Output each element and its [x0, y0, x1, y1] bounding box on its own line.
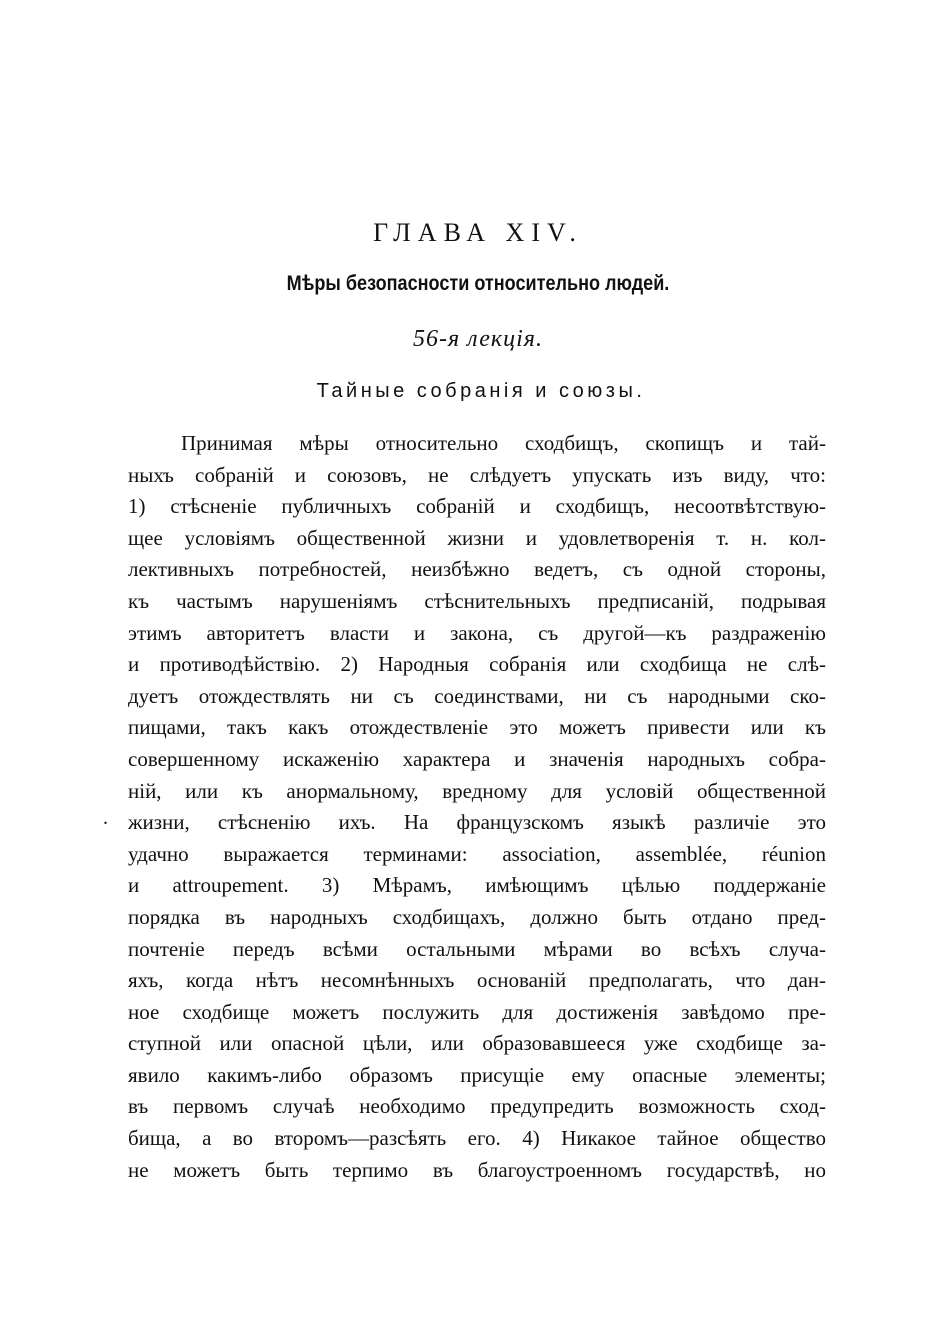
text-line: удачно выражается терминами: association, assemblée, réunion	[128, 841, 826, 866]
lecture-number: 56-я лекція.	[413, 326, 543, 352]
text-line: щее условіямъ общественной жизни и удовлетворенія т. н. кол-	[128, 525, 826, 550]
text-line: жизни, стѣсненію ихъ. На французскомъ языкѣ различіе это	[128, 810, 826, 835]
text-line: къ частымъ нарушеніямъ стѣснительныхъ предписаній, подрывая	[128, 588, 826, 613]
text-line: не можетъ быть терпимо въ благоустроенномъ государствѣ, но	[128, 1157, 826, 1182]
chapter-heading: ГЛАВА XIV.	[373, 218, 583, 247]
text-line: Принимая мѣры относительно сходбищъ, скопищъ и тай-	[181, 431, 826, 455]
text-line: явило какимъ-либо образомъ присущіе ему опасные элементы;	[128, 1062, 826, 1087]
text-line: 1) стѣсненіе публичныхъ собраній и сходбищъ, несоотвѣтствую-	[128, 494, 826, 519]
text-line: ное сходбище можетъ послужить для достиженія завѣдомо пре-	[128, 999, 826, 1024]
text-line: въ первомъ случаѣ необходимо предупредить возможность сход-	[128, 1094, 826, 1119]
text-line: порядка въ народныхъ сходбищахъ, должно быть отдано пред-	[128, 904, 826, 929]
text-line: и attroupement. 3) Мѣрамъ, имѣющимъ цѣлью поддержаніе	[128, 873, 826, 898]
margin-mark: .	[103, 807, 108, 829]
text-line: пищами, такъ какъ отождествленіе это можетъ привести или къ	[128, 715, 826, 740]
text-line: и противодѣйствію. 2) Народныя собранія или сходбища не слѣ-	[128, 652, 826, 677]
text-line: ній, или къ анормальному, вредному для условій общественной	[128, 778, 826, 803]
text-line: бища, а во второмъ—разсѣять его. 4) Никакое тайное общество	[128, 1126, 826, 1151]
text-line: дуетъ отождествлять ни съ соединствами, ни съ народными ско-	[128, 683, 826, 708]
text-line: совершенному искаженію характера и значенія народныхъ собра-	[128, 746, 826, 771]
section-title: Мѣры безопасности относительно людей.	[286, 272, 670, 295]
text-line: ныхъ собраній и союзовъ, не слѣдуетъ упускать изъ виду, что:	[128, 462, 826, 487]
lecture-subtitle: Тайные собранія и союзы.	[316, 380, 646, 402]
text-line: почтеніе передъ всѣми остальными мѣрами во всѣхъ случа-	[128, 936, 826, 961]
text-line: лективныхъ потребностей, неизбѣжно ведетъ, съ одной стороны,	[128, 557, 826, 582]
body-text	[128, 428, 826, 1186]
text-line: ступной или опасной цѣли, или образовавшееся уже сходбище за-	[128, 1031, 826, 1056]
text-line: этимъ авторитетъ власти и закона, съ другой—къ раздраженію	[128, 620, 826, 645]
text-line: яхъ, когда нѣтъ несомнѣнныхъ основаній предполагать, что дан-	[128, 968, 826, 993]
